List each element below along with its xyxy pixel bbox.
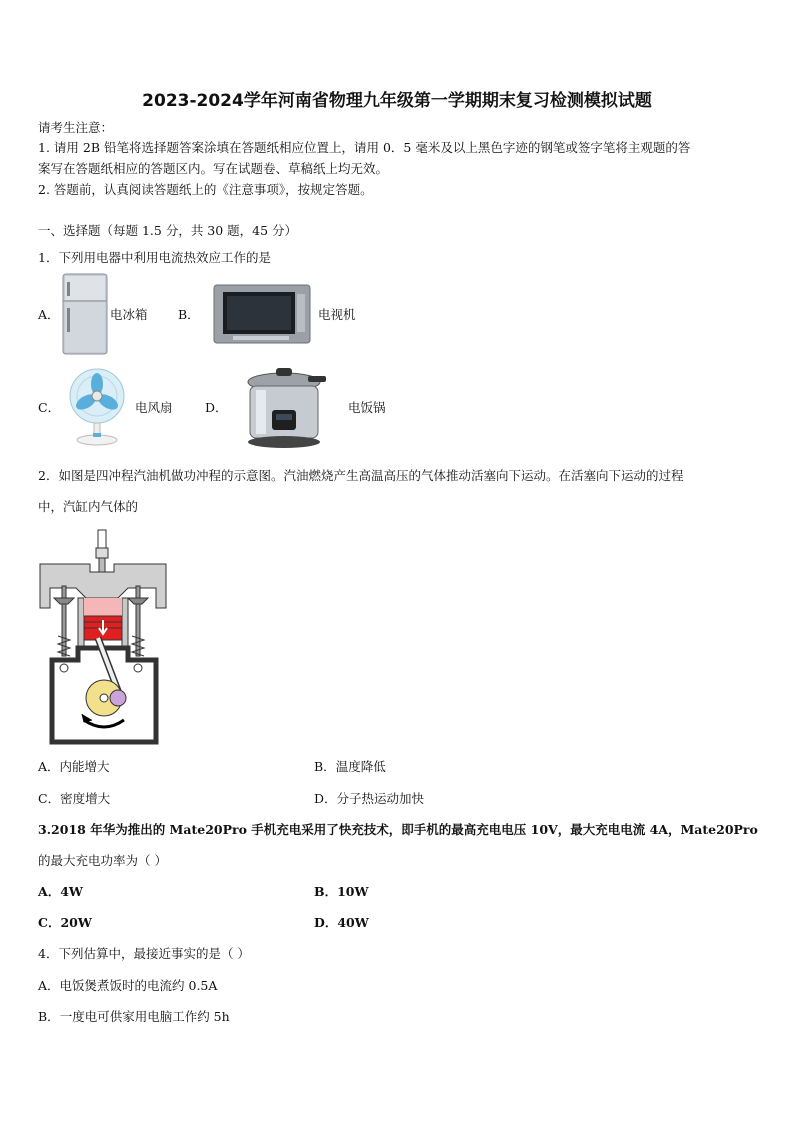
q3-option-c-letter: C． bbox=[38, 915, 61, 930]
q2-option-d[interactable] bbox=[314, 790, 424, 808]
q3-option-a-letter: A． bbox=[38, 884, 61, 899]
q2-stem-line-1: 2．如图是四冲程汽油机做功冲程的示意图。汽油燃烧产生高温高压的气体推动活塞向下运动。在活塞向下运动的过程 bbox=[38, 468, 684, 483]
q1-option-a-letter[interactable]: A． bbox=[38, 307, 60, 322]
q2-option-a[interactable] bbox=[38, 758, 110, 776]
notice-item-2: 2. 答题前，认真阅读答题纸上的《注意事项》，按规定答题。 bbox=[38, 182, 373, 197]
notice-item-1: 1. 请用 2B 铅笔将选择题答案涂填在答题纸相应位置上，请用 0．5 毫米及以上黑色字迹的钢笔或签字笔将主观题的答 bbox=[38, 140, 691, 155]
q3-option-d-letter: D． bbox=[314, 915, 338, 930]
q1-stem: 1．下列用电器中利用电流热效应工作的是 bbox=[38, 250, 271, 265]
q2-option-c-text: 密度增大 bbox=[60, 791, 111, 806]
q3-option-c[interactable] bbox=[38, 914, 92, 932]
q3-stem-line-2: 的最大充电功率为（ ） bbox=[38, 853, 167, 868]
q2-stem-line-2: 中，汽缸内气体的 bbox=[38, 499, 139, 514]
q1-option-c-text: 电风扇 bbox=[135, 400, 173, 415]
q2-option-c-letter: C． bbox=[38, 791, 61, 806]
q1-option-a-text: 电冰箱 bbox=[110, 307, 148, 322]
q3-option-a-text: 4W bbox=[60, 884, 83, 899]
q1-option-c-letter[interactable]: C． bbox=[38, 400, 61, 415]
q4-option-b-letter: B． bbox=[38, 1009, 60, 1024]
q2-option-b-text: 温度降低 bbox=[335, 759, 386, 774]
q4-option-b[interactable] bbox=[38, 1008, 230, 1026]
notice-heading: 请考生注意： bbox=[38, 120, 114, 135]
section-heading: 一、选择题（每题 1.5 分，共 30 题，45 分） bbox=[38, 223, 298, 238]
q3-stem-line-1: 3.2018 年华为推出的 Mate20Pro 手机充电采用了快充技术，即手机的最高充电电压 10V，最大充电电流 4A，Mate20Pro bbox=[38, 822, 758, 837]
q3-option-b[interactable] bbox=[314, 883, 369, 901]
q4-stem: 4．下列估算中，最接近事实的是（ ） bbox=[38, 946, 250, 961]
engine-diagram bbox=[38, 528, 170, 748]
q1-option-b-text: 电视机 bbox=[318, 307, 356, 322]
q2-option-b[interactable] bbox=[314, 758, 386, 776]
q3-option-a[interactable] bbox=[38, 883, 83, 901]
q3-option-b-letter: B． bbox=[314, 884, 338, 899]
q4-option-a-letter: A． bbox=[38, 978, 60, 993]
refrigerator-icon bbox=[60, 272, 110, 357]
q2-option-d-text: 分子热运动加快 bbox=[336, 791, 425, 806]
q2-option-a-letter: A． bbox=[38, 759, 60, 774]
q3-option-d[interactable] bbox=[314, 914, 369, 932]
q1-option-d-letter[interactable]: D． bbox=[205, 400, 228, 415]
q4-option-b-text: 一度电可供家用电脑工作约 5h bbox=[59, 1009, 230, 1024]
q2-option-d-letter: D． bbox=[314, 791, 337, 806]
page-title: 2023-2024学年河南省物理九年级第一学期期末复习检测模拟试题 bbox=[142, 91, 652, 111]
electric-fan-icon bbox=[67, 368, 127, 446]
notice-item-1-cont: 案写在答题纸相应的答题区内。写在试题卷、草稿纸上均无效。 bbox=[38, 161, 389, 176]
q1-option-d-text: 电饭锅 bbox=[348, 400, 386, 415]
q4-option-a-text: 电饭煲煮饭时的电流约 0.5A bbox=[59, 978, 218, 993]
rice-cooker-icon bbox=[236, 366, 332, 450]
q2-option-c[interactable] bbox=[38, 790, 110, 808]
television-icon bbox=[213, 284, 311, 346]
q4-option-a[interactable] bbox=[38, 977, 217, 995]
q2-option-a-text: 内能增大 bbox=[59, 759, 110, 774]
q3-option-c-text: 20W bbox=[60, 915, 92, 930]
q3-option-d-text: 40W bbox=[337, 915, 369, 930]
q3-option-b-text: 10W bbox=[337, 884, 369, 899]
q1-option-b-letter[interactable]: B． bbox=[178, 307, 200, 322]
q2-option-b-letter: B． bbox=[314, 759, 336, 774]
